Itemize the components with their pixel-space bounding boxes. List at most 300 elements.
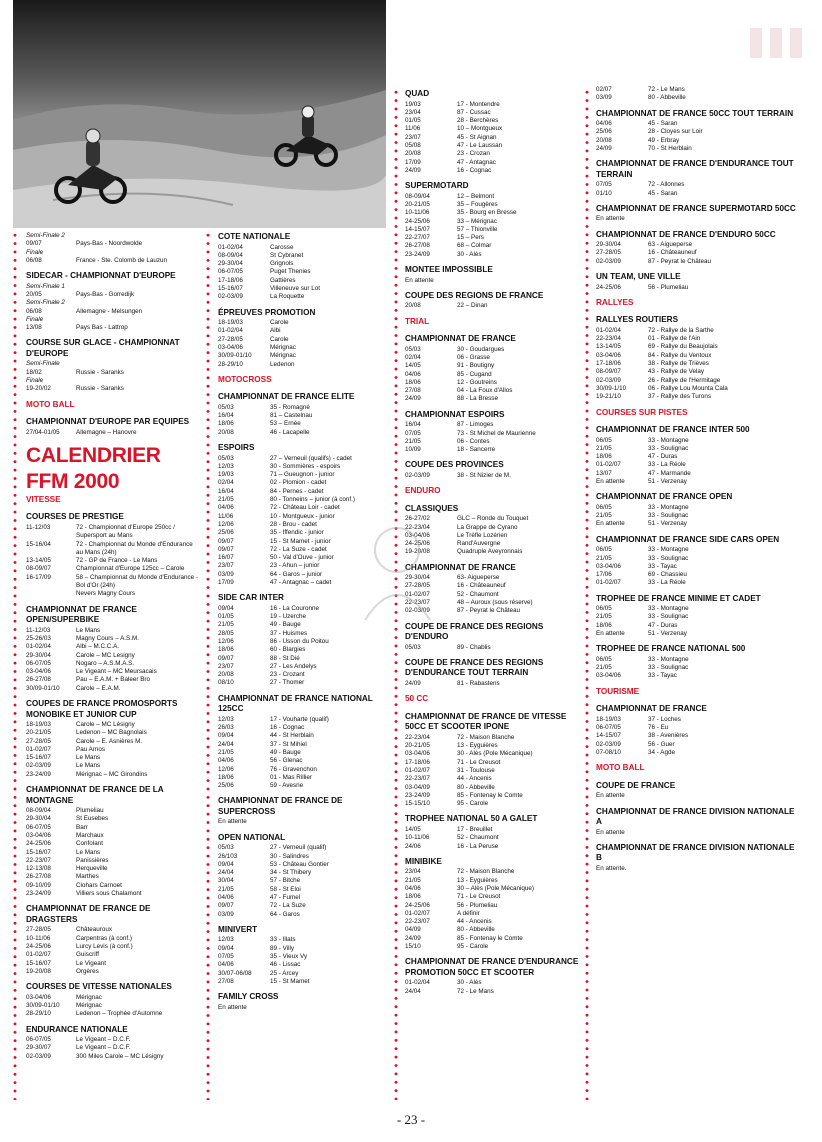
event-place: 17 - Breuillet — [457, 825, 493, 833]
event-place: 87 - Limoges — [457, 421, 494, 429]
calendar-row — [405, 251, 583, 259]
event-place: 33 - Montagne — [648, 605, 689, 613]
section-heading: CHAMPIONNAT DE FRANCE SUPERMOTARD 50CC — [596, 203, 796, 213]
event-date: 17/09 — [405, 158, 421, 166]
event-place: 72 - La Suze - cadet — [270, 545, 327, 553]
calendar-row — [405, 775, 583, 783]
event-place: 38 - Rallye de Trièves — [648, 360, 709, 368]
section-heading: CHAMPIONNAT DE FRANCE — [596, 704, 707, 714]
event-date: 02-03/09 — [596, 376, 621, 384]
calendar-row — [405, 988, 583, 996]
event-place: 45 - Saran — [648, 120, 678, 128]
event-place: Nevers Magny Cours — [76, 590, 136, 598]
event-place: Le Vigeant – D.C.F. — [76, 1036, 131, 1044]
event-place: 49 - Bauge — [270, 621, 301, 629]
event-place: Lurcy Levis (à conf.) — [76, 942, 133, 950]
event-date — [26, 590, 76, 598]
event-place: Confolant — [76, 840, 103, 848]
event-date: 23/07 — [218, 562, 234, 570]
calendar-row — [26, 240, 201, 248]
calendar-row — [218, 741, 388, 749]
event-place: 16 - Cognac — [270, 724, 305, 732]
section-heading: MINIVERT — [218, 924, 258, 934]
event-place: 38 - Avenières — [648, 732, 689, 740]
event-date: 01/10 — [596, 189, 612, 197]
calendar-row — [26, 849, 201, 857]
event-date: 09/07 — [218, 902, 234, 910]
calendar-row — [596, 241, 796, 249]
section-heading: UN TEAM, UNE VILLE — [596, 272, 681, 282]
calendar-row — [596, 579, 796, 587]
event-date: 28/05 — [218, 629, 234, 637]
event-place: Gattières — [270, 276, 296, 284]
event-date: 15-16/07 — [26, 848, 51, 856]
event-date: 27-28/05 — [596, 249, 621, 257]
calendar-row — [405, 226, 583, 234]
calendar-row — [405, 935, 583, 943]
event-date: 24/09 — [596, 144, 612, 152]
calendar-row — [596, 571, 796, 579]
calendar-row — [26, 857, 201, 865]
event-date: 24-25/06 — [405, 540, 430, 548]
event-date: 22-23/04 — [405, 733, 430, 741]
event-place: Villeneuve sur Lot — [270, 284, 320, 292]
calendar-row — [26, 565, 201, 573]
event-place: 89 - Chablis — [457, 643, 491, 651]
event-place: 19 - Uzerche — [270, 613, 307, 621]
event-date: 07/05 — [405, 429, 421, 437]
calendar-row — [596, 732, 796, 740]
event-date: 16/04 — [218, 412, 234, 420]
event-date: 03-04/06 — [596, 672, 621, 680]
calendar-row — [405, 918, 583, 926]
event-place: Albi – M.C.C.A. — [76, 643, 120, 651]
calendar-row — [405, 759, 583, 767]
event-place: 53 - Château Gontier — [270, 860, 329, 868]
event-date: 21/05 — [405, 876, 421, 884]
event-date: 02/07 — [596, 86, 612, 93]
calendar-row — [596, 128, 796, 136]
event-place: 69 - Chassieu — [648, 571, 687, 579]
event-place: Ledenon – Trophée d'Automne — [76, 1010, 163, 1018]
event-place: 16 - La Couronne — [270, 604, 320, 612]
calendar-row — [218, 953, 388, 961]
calendar-row — [218, 252, 388, 260]
event-place: 72 - GP de France - Le Mans — [76, 557, 158, 565]
column-1 — [26, 232, 201, 1061]
calendar-row — [218, 679, 388, 687]
event-place: 04 - La Foux d'Allos — [457, 387, 513, 395]
event-date: 23-24/09 — [26, 770, 51, 778]
event-date: 07/05 — [596, 181, 612, 189]
event-date: 12/06 — [218, 637, 234, 645]
event-place: 44 - Ancenis — [457, 775, 492, 783]
section-heading: CHAMPIONNAT ESPOIRS — [405, 409, 505, 419]
event-place: 15 – Pers — [457, 234, 484, 242]
event-place: A définir — [457, 909, 480, 917]
event-place: St Cybranet — [270, 251, 304, 259]
event-date: 24-25/06 — [26, 840, 51, 848]
section-heading: SIDECAR - CHAMPIONNAT D'EUROPE — [26, 271, 176, 281]
calendar-row — [26, 574, 201, 591]
event-place: 23 - Ahun – junior — [270, 562, 320, 570]
event-place: 48 – Auroux (sous réserve) — [457, 599, 533, 607]
event-place: 28 - Brou - cadet — [270, 520, 317, 528]
event-date: 29-30/07 — [26, 1044, 51, 1052]
calendar-row — [405, 218, 583, 226]
event-date: 16/07 — [218, 554, 234, 562]
event-date: 29-30/04 — [405, 574, 430, 582]
event-date: 25/06 — [218, 529, 234, 537]
event-date: 27/04-01/05 — [26, 428, 60, 436]
calendar-row — [596, 120, 796, 128]
calendar-row — [218, 663, 388, 671]
section-heading: COURSES DE PRESTIGE — [26, 512, 124, 522]
event-place: 35 - Vieux Vy — [270, 953, 308, 960]
event-date: 05/03 — [218, 454, 234, 462]
event-date: 14/05 — [405, 825, 421, 833]
event-place: La Roquette — [270, 293, 305, 301]
event-place: Carole — [270, 319, 289, 327]
event-place: 33 - Montagne — [648, 546, 689, 554]
event-date: 01-02/04 — [218, 327, 243, 335]
event-place: 28 - Cloyes sur Loir — [648, 128, 703, 136]
event-place: 33 - Soulignac — [648, 444, 689, 452]
event-place: Le Trèfle Lozérien — [457, 531, 508, 539]
section-heading: FAMILY CROSS — [218, 992, 279, 1002]
event-place: 38 - St Nizier de M. — [457, 471, 511, 479]
event-place: St Eusebes — [76, 815, 109, 823]
calendar-row — [218, 352, 388, 360]
event-place: France - Ste. Colomb de Lauzun — [76, 256, 168, 264]
event-date: 30/09-01/10 — [218, 352, 252, 360]
event-date: 15-16/07 — [218, 284, 243, 292]
calendar-row — [596, 470, 796, 478]
section-heading: ÉPREUVES PROMOTION — [218, 307, 316, 317]
event-date: 24-25/06 — [596, 283, 621, 291]
event-date: 24/04 — [405, 987, 421, 995]
event-place: 13 - Eyguières — [457, 876, 498, 884]
event-date: 08-09/07 — [26, 565, 51, 573]
event-date: 18/06 — [405, 378, 421, 386]
event-date: 17/06 — [596, 571, 612, 579]
calendar-row — [26, 746, 201, 754]
event-place: 49 - Erbray — [648, 136, 680, 144]
event-date: 15/10 — [405, 943, 421, 950]
section-heading: TROPHEE DE FRANCE NATIONAL 500 — [596, 644, 746, 654]
event-place: 47 - Duras — [648, 453, 678, 461]
section-heading: CHAMPIONNAT D'EUROPE PAR EQUIPES — [26, 417, 190, 427]
event-place: Clohars Carnoet — [76, 881, 122, 889]
event-place: Le Vigeant – D.C.F. — [76, 1044, 131, 1052]
event-place: Carole – E. Asnières M. — [76, 737, 143, 745]
status-note: En attente — [405, 276, 434, 284]
event-place: Le Mans — [76, 762, 101, 770]
event-place: 44 - Ancenis — [457, 918, 492, 926]
event-date: 21/05 — [218, 748, 234, 756]
event-place: Pau Arnos — [76, 745, 106, 753]
calendar-row — [218, 961, 388, 969]
watermark-figure — [360, 520, 435, 620]
section-heading: CHAMPIONNAT DE FRANCE DE SUPERCROSS — [218, 796, 343, 816]
event-place: 87 - Cussac — [457, 108, 491, 116]
event-date: 06/05 — [596, 503, 612, 511]
event-place: 68 – Colmar — [457, 242, 492, 250]
section-heading: COUPE DE FRANCE DES REGIONS D'ENDURO — [405, 621, 544, 642]
section-heading: CHAMPIONNAT DE FRANCE D'ENDURANCE PROMOTION 50CC ET SCOOTER — [405, 957, 579, 977]
event-date: 24-25/06 — [405, 217, 430, 225]
event-place: Herqueville — [76, 865, 108, 873]
event-date: 14/05 — [405, 362, 421, 370]
calendar-row — [26, 738, 201, 746]
status-note: En attente. — [596, 864, 627, 872]
calendar-row — [26, 324, 201, 332]
dots-col1 — [13, 231, 17, 1100]
event-place: 72 - Rallye de la Sarthe — [648, 326, 714, 334]
calendar-row — [596, 249, 796, 257]
event-place: 47 - Antagnac — [457, 158, 496, 166]
calendar-row — [596, 672, 796, 680]
event-date: 09/04 — [218, 860, 234, 868]
event-date: 01-02/07 — [596, 461, 621, 469]
event-date: 13/08 — [26, 324, 42, 332]
event-date: 20/08 — [596, 136, 612, 144]
event-date: 26-27/08 — [405, 242, 430, 250]
calendar-row — [405, 167, 583, 175]
event-date: 06/08 — [26, 256, 42, 264]
calendar-row — [405, 834, 583, 842]
event-place: 95 - Carole — [457, 800, 489, 808]
event-place: 45 - St Aignan — [457, 133, 497, 141]
calendar-row — [218, 471, 388, 479]
event-place: 37 - Loches — [648, 715, 681, 723]
calendar-row — [405, 784, 583, 792]
calendar-row — [405, 395, 583, 403]
category-heading: ENDURO — [405, 486, 441, 496]
event-place: 31 - Toulouse — [457, 766, 495, 774]
calendar-row — [26, 873, 201, 881]
calendar-row — [26, 960, 201, 968]
calendar-row — [218, 463, 388, 471]
calendar-row — [405, 742, 583, 750]
event-date: 27-28/05 — [218, 335, 243, 343]
event-place: 06 - Contes — [457, 437, 490, 445]
event-date: 01-02/07 — [405, 909, 430, 917]
event-date: 22-23/07 — [26, 856, 51, 864]
calendar-row — [26, 882, 201, 890]
event-place: Le Vigeant – MC Meursacais — [76, 668, 157, 676]
event-place: 46 - Lissac — [270, 961, 301, 969]
event-place: Mérignac – MC Girondins — [76, 770, 148, 778]
event-date: 30/07-06/08 — [218, 969, 252, 977]
event-date: 29-30/04 — [218, 260, 243, 268]
event-place: 85 - Fontenay le Comte — [457, 791, 523, 799]
event-place: Russie - Saranks — [76, 385, 124, 393]
event-place: 33 - La Réole — [648, 579, 686, 587]
event-date: 19-20/08 — [405, 548, 430, 556]
category-heading: MOTO BALL — [26, 399, 75, 409]
event-date: 08-09/07 — [596, 368, 621, 376]
desert-rally-photo — [13, 0, 386, 228]
calendar-row — [218, 260, 388, 268]
event-place: 16 - Châteauneuf — [648, 249, 697, 257]
event-date: 18/06 — [596, 453, 612, 461]
event-date: 01-02/07 — [596, 579, 621, 587]
event-place: 56 - Plumeliau — [457, 901, 498, 909]
section-heading: CHAMPIONNAT DE FRANCE OPEN — [596, 492, 733, 502]
event-date: 10/09 — [405, 446, 421, 454]
event-place: 28 - Berchères — [457, 117, 499, 125]
event-date: 20/08 — [405, 150, 421, 158]
dots-col4 — [585, 88, 589, 1100]
event-date: 04/06 — [218, 894, 234, 902]
calendar-row — [26, 660, 201, 668]
event-date: 03-04/06 — [405, 750, 430, 758]
event-date: 09/04 — [218, 732, 234, 740]
event-date: 23/07 — [405, 133, 421, 141]
section-heading: COURSES DE VITESSE NATIONALES — [26, 982, 172, 992]
section-heading: CLASSIQUES — [405, 503, 459, 513]
event-date: 13/07 — [596, 469, 612, 477]
calendar-row — [218, 621, 388, 629]
calendar-row — [596, 656, 796, 664]
event-place: 84 - Rallye du Ventoux — [648, 351, 712, 359]
event-date: 04/06 — [596, 120, 612, 128]
calendar-row — [405, 868, 583, 876]
event-date: 24-25/06 — [26, 942, 51, 950]
event-place: 72 - Championnat d'Europe 250cc / Supersport au Mans — [76, 523, 175, 540]
event-place: 81 - Rabastens — [457, 679, 500, 687]
calendar-row — [405, 926, 583, 934]
calendar-row — [405, 346, 583, 354]
event-date: 21/05 — [218, 621, 234, 629]
event-date: 07-08/10 — [596, 748, 621, 756]
calendar-row — [218, 853, 388, 861]
calendar-row — [26, 865, 201, 873]
calendar-row — [405, 109, 583, 117]
calendar-row — [26, 951, 201, 959]
event-place: 15 - St Mamet - junior — [270, 537, 331, 545]
calendar-row — [26, 369, 201, 377]
event-date: En attente — [596, 630, 625, 638]
event-date: 26-27/08 — [26, 676, 51, 684]
event-date: 12/03 — [218, 462, 234, 470]
event-place: GLC – Ronde du Touquet — [457, 515, 529, 523]
event-date: 22-23/07 — [405, 599, 430, 607]
event-place: 72 - Allonnes — [648, 181, 685, 189]
event-place: Russie - Saranks — [76, 368, 124, 376]
event-date: 03/09 — [218, 910, 234, 918]
event-date: 08-09/04 — [26, 807, 51, 815]
event-place: 95 - Carole — [457, 943, 489, 950]
event-date: 01-02/04 — [405, 979, 430, 987]
calendar-row — [26, 935, 201, 943]
calendar-row — [405, 101, 583, 109]
calendar-row — [218, 902, 388, 910]
event-place: Magny Cours – A.S.M. — [76, 634, 139, 642]
event-date: 30/04 — [218, 877, 234, 885]
event-date: 19/03 — [218, 471, 234, 479]
page-number: - 23 - — [396, 1112, 426, 1127]
event-place: 52 - Chaumont — [457, 834, 499, 842]
calendar-row — [218, 327, 388, 335]
event-date: 30/09-01/10 — [26, 1001, 60, 1009]
calendar-row — [218, 479, 388, 487]
status-note: En attente — [218, 818, 247, 826]
event-place: Ledenon — [270, 360, 295, 368]
event-date: 28-29/10 — [218, 360, 243, 368]
calendar-row — [218, 429, 388, 437]
event-place: 73 - St Michel de Maurienne — [457, 429, 536, 437]
event-date: 19-20/08 — [26, 967, 51, 975]
event-date: 02-03/09 — [405, 607, 430, 615]
calendar-row — [26, 668, 201, 676]
event-date: 06-07/05 — [26, 823, 51, 831]
calendar-row — [405, 193, 583, 201]
event-place: 30 - Alès — [457, 979, 482, 987]
event-date: 08-09/04 — [405, 192, 430, 200]
event-place: Le Mans — [76, 754, 101, 762]
event-date: 12/03 — [218, 715, 234, 723]
calendar-row — [218, 638, 388, 646]
event-place: 87 - Peyrat le Château — [457, 607, 521, 615]
calendar-row — [405, 362, 583, 370]
event-date: 25-26/03 — [26, 634, 51, 642]
event-place: 63 - Aigueperse — [648, 241, 693, 249]
calendar-row — [218, 268, 388, 276]
event-place: 49 - Bauge — [270, 748, 301, 756]
event-place: 80 - Tonneins – junior (à conf.) — [270, 496, 355, 504]
event-place: Le Vigeant — [76, 959, 106, 967]
event-place: 33 – Mérignac — [457, 217, 497, 225]
section-heading: CHAMPIONNAT DE FRANCE DIVISION NATIONALE B — [596, 842, 795, 863]
section-heading: CHAMPIONNAT DE FRANCE OPEN/SUPERBIKE — [26, 604, 137, 625]
event-place: 27 - Thomer — [270, 679, 305, 687]
event-place: 16 - La Peruse — [457, 842, 499, 850]
calendar-row — [596, 512, 796, 520]
event-date: 04/06 — [405, 884, 421, 892]
calendar-row — [405, 421, 583, 429]
calendar-row — [218, 504, 388, 512]
category-heading: RALLYES — [596, 297, 634, 307]
event-place: 34 - St Thibery — [270, 869, 312, 877]
event-place: 18 - Sancerre — [457, 446, 496, 454]
event-date: 20/05 — [26, 290, 42, 298]
event-place: 33 - Montagne — [648, 503, 689, 511]
calendar-row — [596, 453, 796, 461]
section-heading: COURSE SUR GLACE - CHAMPIONNAT D'EUROPE — [26, 338, 180, 358]
event-place: 27 – Verneuil (qualifs) - cadet — [270, 454, 352, 462]
event-place: 57 - Bitche — [270, 877, 301, 885]
event-place: Championnat d'Europe 125cc – Carole — [76, 565, 185, 573]
event-place: 71 - Le Creusot — [457, 758, 501, 766]
event-place: 53 – Ernée — [270, 420, 301, 428]
event-date: 24/09 — [405, 395, 421, 403]
event-place: 33 - Montagne — [648, 436, 689, 444]
event-place: 58 - St Eloi — [270, 885, 301, 893]
calendar-row — [596, 190, 796, 198]
calendar-row — [596, 555, 796, 563]
event-date: 23/07 — [218, 662, 234, 670]
event-place: 16 - Cognac — [457, 166, 492, 174]
event-place: Carole – MC Lésigny — [76, 721, 135, 728]
category-heading: MOTO BALL — [596, 763, 645, 773]
event-date: 24/09 — [405, 934, 421, 942]
calendar-row — [405, 371, 583, 379]
calendar-row — [218, 412, 388, 420]
calendar-row — [596, 145, 796, 153]
event-place: Mérignac — [76, 993, 102, 1001]
